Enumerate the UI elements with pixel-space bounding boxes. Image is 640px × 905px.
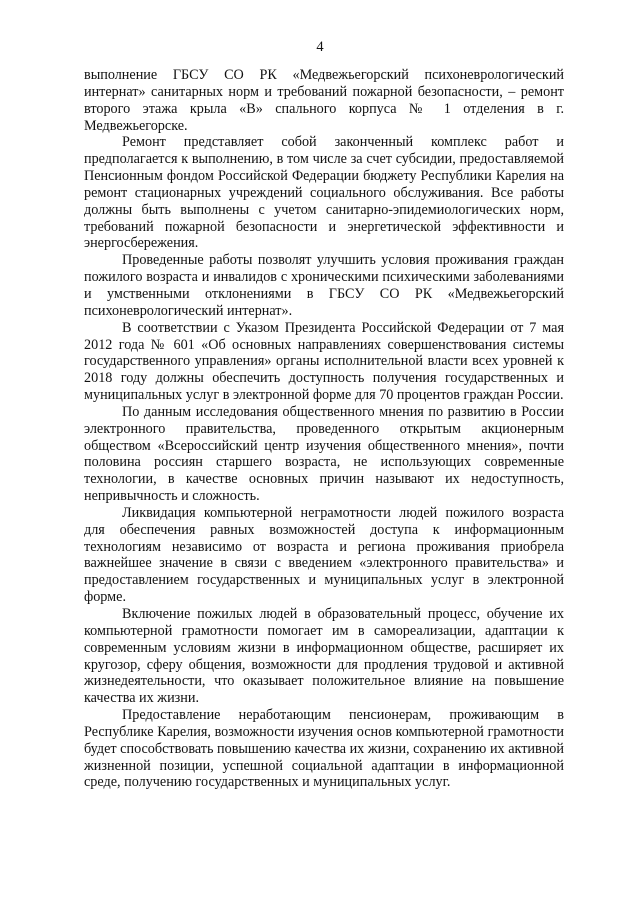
page-number: 4 bbox=[316, 39, 324, 55]
paragraph-1: выполнение ГБСУ СО РК «Медвежьегорский психоневрологический интернат» санитарных норм и требований пожарной безопасности, – ремонт второго этажа крыла «В» спального корпуса № 1 отделения в г. Медвежьегорске. bbox=[84, 67, 564, 134]
paragraph-2: Ремонт представляет собой законченный комплекс работ и предполагается к выполнению, в том числе за счет субсидии, предоставляемой Пенсионным фондом Российской Федерации бюджету Республики Карелия на ремонт стационарных учреждений социального обслуживания. Все работы должны быть выполнены с учетом санитарно-эпидемиологических норм, требований пожарной безопасности и энергетической эффективности и энергосбережения. bbox=[84, 134, 564, 252]
document-body bbox=[84, 67, 564, 791]
paragraph-4: В соответствии с Указом Президента Российской Федерации от 7 мая 2012 года № 601 «Об основных направлениях совершенствования системы государственного управления» органы исполнительной власти всех уровней к 2018 году должны обеспечить доступность получения государственных и муниципальных услуг в электронной форме для 70 процентов граждан России. bbox=[84, 319, 564, 404]
paragraph-8: Предоставление неработающим пенсионерам, проживающим в Республике Карелия, возможности изучения основ компьютерной грамотности будет способствовать повышению качества их жизни, сохранению их активной жизненной позиции, успешной социальной адаптации в информационной среде, получению государственных и муниципальных услуг. bbox=[84, 707, 564, 791]
paragraph-5: По данным исследования общественного мнения по развитию в России электронного правительства, проведенного открытым акционерным обществом «Всероссийский центр изучения общественного мнения», почти половина россиян старшего возраста, не использующих современные технологии, в качестве основных причин называют их недоступность, непривычность и сложность. bbox=[84, 403, 564, 505]
paragraph-7: Включение пожилых людей в образовательный процесс, обучение их компьютерной грамотности помогает им в самореализации, адаптации к современным условиям жизни в информационном обществе, расширяет их кругозор, сферу общения, возможности для продления трудовой и активной жизнедеятельности, что оказывает положительное влияние на повышение качества их жизни. bbox=[84, 606, 564, 707]
paragraph-6: Ликвидация компьютерной неграмотности людей пожилого возраста для обеспечения равных возможностей доступа к информационным технологиям независимо от возраста и региона проживания приобрела важнейшее значение в связи с введением «электронного правительства» и предоставлением государственных и муниципальных услуг в электронной форме. bbox=[84, 504, 564, 606]
paragraph-3: Проведенные работы позволят улучшить условия проживания граждан пожилого возраста и инвалидов с хроническими психическими заболеваниями и умственными отклонениями в ГБСУ СО РК «Медвежьегорский психоневрологический интернат». bbox=[84, 252, 564, 319]
